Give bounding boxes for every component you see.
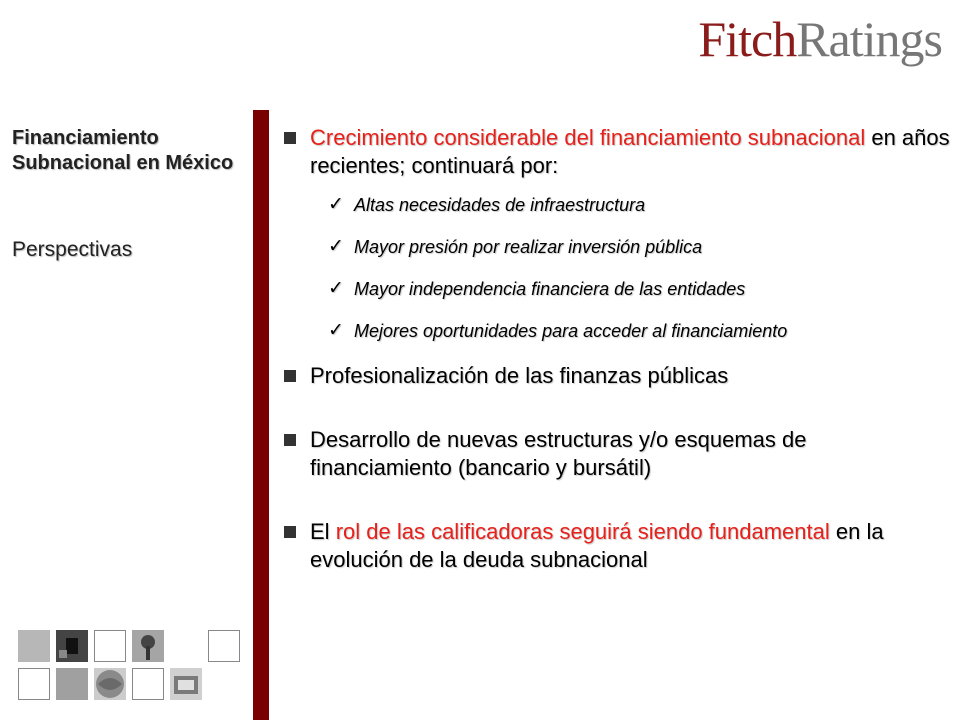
bullet-2-text: Profesionalización de las finanzas públicas (310, 363, 729, 388)
sub-bullet-text: Mayor independencia financiera de las entidades (354, 279, 746, 299)
sub-bullet-text: Mayor presión por realizar inversión pública (354, 237, 703, 257)
logo-part-ratings: Ratings (796, 11, 942, 67)
square-bullet-icon (284, 370, 296, 382)
photo-tile (132, 630, 164, 662)
sub-bullet-list (328, 194, 954, 342)
photo-tile (208, 630, 240, 662)
sub-bullet-text: Mejores oportunidades para acceder al financiamiento (354, 321, 788, 341)
sub-bullet-item (328, 320, 954, 342)
photo-tile (132, 668, 164, 700)
photo-tile (170, 668, 202, 700)
bullet-1-text: en años recientes; continuará por: (310, 125, 950, 178)
photo-tile (56, 668, 88, 700)
bullet-4-highlight: rol de las calificadoras seguirá siendo fundamental (335, 519, 830, 544)
photo-tile (18, 668, 50, 700)
bullet-1-highlight: Crecimiento considerable del financiamiento subnacional (310, 125, 866, 150)
sidebar-title: Financiamiento Subnacional en México (12, 127, 234, 174)
check-icon: ✓ (328, 194, 344, 215)
square-bullet-icon (284, 132, 296, 144)
photo-tile (56, 630, 88, 662)
bullet-4-text-pre: El (310, 519, 336, 544)
bullet-item-1 (284, 124, 954, 180)
square-bullet-icon (284, 434, 296, 446)
bullet-4-text-post: en la evolución de la deuda subnacional (310, 519, 884, 572)
bullet-item-3 (284, 426, 954, 482)
check-icon: ✓ (328, 320, 344, 341)
bullet-3-text: Desarrollo de nuevas estructuras y/o esquemas de financiamiento (bancario y bursátil) (310, 427, 807, 480)
sub-bullet-item (328, 194, 954, 216)
bullet-item-4 (284, 518, 954, 574)
sub-bullet-item (328, 278, 954, 300)
photo-tile (94, 668, 126, 700)
vertical-divider-bar (253, 110, 269, 720)
bullet-item-2 (284, 362, 954, 390)
photo-tile (18, 630, 50, 662)
fitch-ratings-logo (698, 11, 942, 67)
check-icon: ✓ (328, 278, 344, 299)
square-bullet-icon (284, 526, 296, 538)
photo-tile (94, 630, 126, 662)
check-icon: ✓ (328, 236, 344, 257)
sub-bullet-text: Altas necesidades de infraestructura (354, 195, 646, 215)
sidebar-subtitle: Perspectivas (12, 238, 133, 261)
logo-part-fitch: Fitch (698, 11, 797, 67)
sub-bullet-item (328, 236, 954, 258)
bullet-list (284, 124, 954, 574)
